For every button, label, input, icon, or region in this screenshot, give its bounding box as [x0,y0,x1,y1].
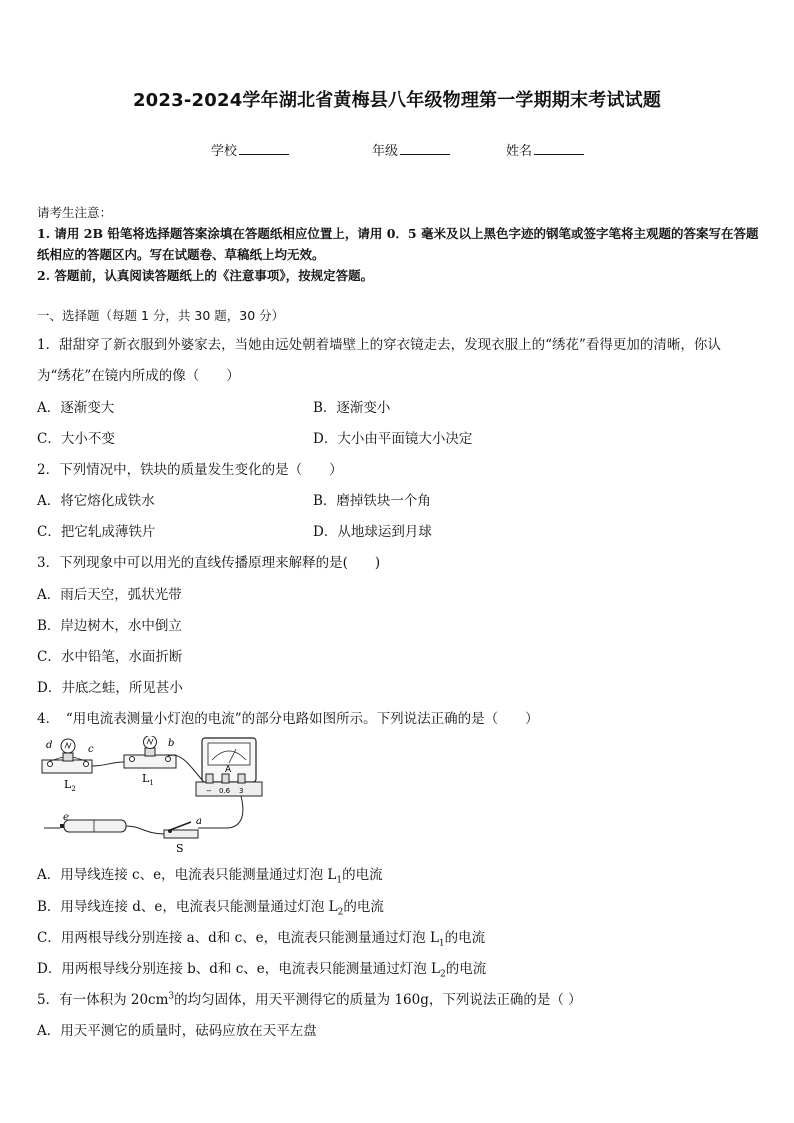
notice-block [37,202,759,286]
q1-stem-line1: 1．甜甜穿了新衣服到外婆家去，当她由远处朝着墙壁上的穿衣镜走去，发现衣服上的“绣花”看得更加的清晰，你认 [37,337,721,353]
label-d: d [46,740,53,751]
school-blank [239,142,289,155]
q4-option-c: C．用两根导线分别连接 a、d和 c、e，电流表只能测量通过灯泡 $L_1$的电流 [37,930,486,949]
q3-stem: 3．下列现象中可以用光的直线传播原理来解释的是( ) [37,555,381,571]
label-b: b [168,738,175,749]
q2-option-a: A．将它熔化成铁水 [37,493,155,509]
grade-field [372,140,450,159]
label-e: e [63,812,69,823]
grade-label: 年级 [372,144,399,159]
q2-option-c: C．把它轧成薄铁片 [37,524,156,540]
label-c: c [88,744,94,755]
q3-option-a: A．雨后天空，弧状光带 [37,587,182,603]
name-label: 姓名 [506,144,533,159]
q4-option-a: A．用导线连接 c、e，电流表只能测量通过灯泡 $L_1$的电流 [37,867,383,886]
q1-stem-line2: 为“绣花”在镜内所成的像（ ） [37,368,240,384]
q2-option-d: D．从地球运到月球 [313,524,432,540]
terminal-b [166,757,171,762]
q5-stem: 5．有一体积为 $20cm^3$的均匀固体，用天平测得它的质量为 160g，下列说法正确的是（ ） [37,991,582,1008]
school-field [211,140,289,159]
grade-blank [400,142,450,155]
label-range-3: 3 [239,787,244,795]
label-switch-s: S [176,842,184,855]
label-range-06: 0.6 [219,787,231,795]
label-l2: $L_2$ [64,778,76,793]
q3-option-d: D．井底之蛙，所见甚小 [37,680,183,696]
terminal-c [84,762,89,767]
circuit-diagram [36,736,276,856]
notice-heading: 请考生注意： [37,205,113,220]
q2-option-b: B．磨掉铁块一个角 [313,493,431,509]
notice-item-2: 2. 答题前，认真阅读答题纸上的《注意事项》，按规定答题。 [37,268,374,283]
switch-lever [170,822,191,830]
q4-option-b: B．用导线连接 d、e，电流表只能测量通过灯泡 $L_2$的电流 [37,899,384,918]
notice-item-1: 1. 请用 2B 铅笔将选择题答案涂填在答题纸相应位置上，请用 0．5 毫米及以上黑色字迹的钢笔或签字笔将主观题的答案写在答题纸相应的答题区内。写在试题卷、草稿纸上均无效。 [37,226,759,262]
q2-stem: 2．下列情况中，铁块的质量发生变化的是（ ） [37,462,343,478]
label-minus: − [206,787,212,795]
label-l1: $L_1$ [142,772,154,787]
q3-option-b: B．岸边树木，水中倒立 [37,618,182,634]
ammeter-dial [208,743,250,765]
q5-option-a: A．用天平测它的质量时，砝码应放在天平左盘 [37,1023,317,1039]
q4-stem: 4． “用电流表测量小灯泡的电流”的部分电路如图所示。下列说法正确的是（ ） [37,711,539,727]
section-heading-choice: 一、选择题（每题 1 分，共 30 题，30 分） [37,308,285,323]
battery-icon [64,820,126,832]
label-ammeter: A [225,765,232,775]
school-label: 学校 [211,144,238,159]
q1-option-c: C．大小不变 [37,431,115,447]
name-field [506,140,584,159]
lamp-l2-socket [63,753,73,761]
terminal-d [48,762,53,767]
q4-option-d: D．用两根导线分别连接 b、d和 c、e，电流表只能测量通过灯泡 $L_2$的电流 [37,961,487,980]
label-a: a [196,816,202,827]
q1-option-b: B．逐渐变小 [313,400,391,416]
q3-option-c: C．水中铅笔，水面折断 [37,649,183,665]
page-title: 2023-2024学年湖北省黄梅县八年级物理第一学期期末考试试题 [132,90,662,111]
q1-option-d: D．大小由平面镜大小决定 [313,431,473,447]
q1-option-a: A．逐渐变大 [37,400,115,416]
name-blank [534,142,584,155]
